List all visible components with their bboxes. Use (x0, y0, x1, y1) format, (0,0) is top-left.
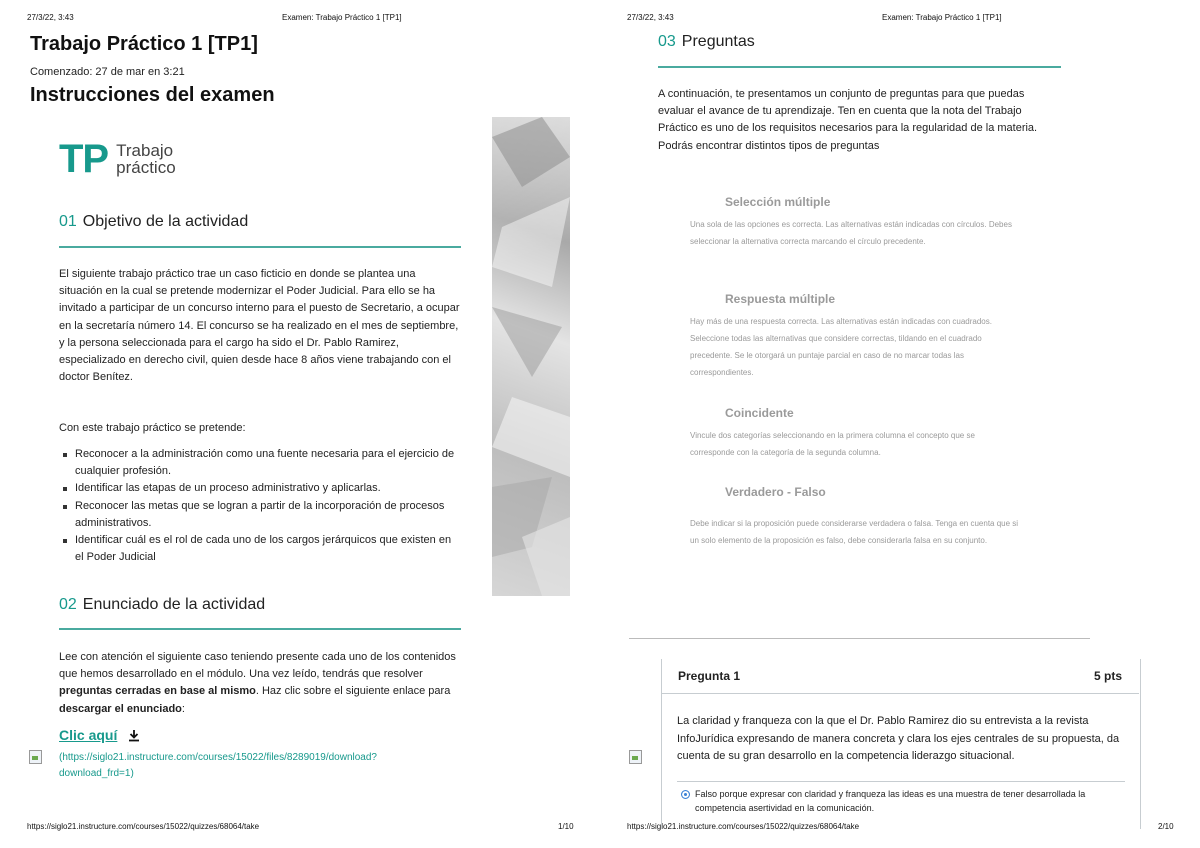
section-02-title: Enunciado de la actividad (82, 596, 266, 613)
broken-image-icon (29, 750, 42, 764)
section-02-text-1: Lee con atención el siguiente caso teniendo presente cada uno de los contenidos que hemos desarrollado en el módulo. Una vez leído, tendrás que resolver (59, 651, 456, 681)
answer-option-label[interactable]: Falso porque expresar con claridad y franqueza las ideas es una muestra de tener desarrollada la competencia asertividad en la comunicación. (695, 789, 1086, 813)
question-separator (629, 638, 1090, 639)
section-01-title: Objetivo de la actividad (82, 213, 249, 230)
print-footer-page: 2/10 (1158, 822, 1174, 831)
section-01-rule (59, 246, 461, 248)
section-01-number: 01 (59, 213, 77, 230)
section-01-heading (59, 213, 248, 231)
list-item: Identificar cuál es el rol de cada uno de los cargos jerárquicos que existen en el Poder Judicial (59, 532, 459, 566)
page-title: Trabajo Práctico 1 [TP1] (30, 33, 258, 55)
tp-logo-word-1: Trabajo (116, 141, 174, 160)
type-desc-verdadero: Debe indicar si la proposición puede considerarse verdadera o falsa. Tenga en cuenta que si un solo elemento de la proposición es falso, debe considerarla falsa en su conjunto. (690, 519, 1019, 545)
print-header-date: 27/3/22, 3:43 (27, 13, 74, 22)
section-01-paragraph: El siguiente trabajo práctico trae un caso ficticio en donde se plantea una situación en la cual se pretende modernizar el Poder Judicial. Para ello se ha invitado a participar de un concurso interno para el puesto de Secretario, a ocupar en la secretaría número 14. El concurso se ha realizado en el mes de septiembre, y la persona seleccionada para el cargo ha sido el Dr. Pablo Ramirez, especializado en derecho civil, quien desde hace 8 años viene trabajando con el doctor Benítez. (59, 268, 460, 384)
type-desc-seleccion: Una sola de las opciones es correcta. Las alternativas están indicadas con círculos. Debes seleccionar la alternativa correcta marcando el círculo precedente. (690, 220, 1012, 246)
question-points: 5 pts (1094, 669, 1123, 683)
section-03-heading (658, 33, 755, 51)
tp-logo-word (116, 142, 176, 176)
section-03-rule (658, 66, 1061, 68)
type-desc-coincidente: Vincule dos categorías seleccionando en la primera columna el concepto que se corresponde con la categoría de la segunda columna. (690, 431, 975, 457)
question-divider (677, 781, 1125, 782)
section-03-title: Preguntas (681, 33, 755, 50)
list-item: Reconocer a la administración como una fuente necesaria para el ejercicio de cualquier profesión. (59, 446, 459, 480)
objectives-list (59, 446, 459, 566)
section-03-number: 03 (658, 33, 676, 50)
tp-logo-mark: TP (59, 137, 109, 181)
answer-radio-button[interactable] (681, 790, 690, 799)
download-icon[interactable] (128, 729, 140, 742)
section-01-intro: Con este trabajo práctico se pretende: (59, 422, 246, 434)
instructions-heading: Instrucciones del examen (30, 84, 275, 106)
type-title-respuesta: Respuesta múltiple (725, 292, 836, 306)
broken-image-icon (629, 750, 642, 764)
type-title-seleccion: Selección múltiple (725, 195, 831, 209)
type-desc-respuesta: Hay más de una respuesta correcta. Las alternativas están indicadas con cuadrados. Seleccione todas las alternativas que considere correctas, tildando en el cuadrado precedente. Se le otorgará un puntaje parcial en caso de no marcar todas las correspondientes. (690, 317, 992, 377)
print-footer-url: https://siglo21.instructure.com/courses/15022/quizzes/68064/take (27, 822, 260, 831)
section-02-bold-1: preguntas cerradas en base al mismo (59, 685, 256, 698)
section-02-text-3: : (181, 702, 185, 715)
type-title-coincidente: Coincidente (725, 406, 794, 420)
started-time: Comenzado: 27 de mar en 3:21 (30, 66, 185, 78)
tp-logo (59, 139, 176, 179)
print-header-date: 27/3/22, 3:43 (627, 13, 674, 22)
section-02-bold-2: descargar el enunciado (59, 702, 182, 715)
print-footer-url: https://siglo21.instructure.com/courses/15022/quizzes/68064/take (627, 822, 860, 831)
tp-logo-word-2: práctico (116, 158, 176, 177)
list-item: Identificar las etapas de un proceso administrativo y aplicarlas. (59, 480, 459, 497)
print-header-title: Examen: Trabajo Práctico 1 [TP1] (882, 13, 1002, 22)
section-02-rule (59, 628, 461, 630)
type-title-verdadero: Verdadero - Falso (725, 485, 826, 499)
question-text: La claridad y franqueza con la que el Dr. Pablo Ramirez dio su entrevista a la revista InfoJurídica expresando de manera concreta y clara los ejes centrales de su propuesta, da cuenta de su gran desarrollo en la competencia liderazgo situacional. (677, 715, 1120, 762)
list-item: Reconocer las metas que se logran a partir de la incorporación de procesos administrativos. (59, 498, 459, 532)
question-title: Pregunta 1 (678, 669, 741, 683)
download-link[interactable]: Clic aquí (59, 727, 118, 743)
section-02-text-2: . Haz clic sobre el siguiente enlace para (255, 685, 451, 698)
section-02-heading (59, 596, 265, 614)
section-03-paragraph: A continuación, te presentamos un conjunto de preguntas para que puedas evaluar el avance de tu aprendizaje. Ten en cuenta que la nota del Trabajo Práctico es uno de los requisitos necesarios para la regularidad de la materia. Podrás encontrar distintos tipos de preguntas (658, 88, 1038, 152)
print-header-title: Examen: Trabajo Práctico 1 [TP1] (282, 13, 402, 22)
section-02-paragraph (59, 649, 461, 718)
decorative-banner-image (492, 117, 570, 596)
download-url-link[interactable]: (https://siglo21.instructure.com/courses/15022/files/8289019/download?download_frd=1) (59, 752, 377, 779)
section-02-number: 02 (59, 596, 77, 613)
print-footer-page: 1/10 (558, 822, 574, 831)
